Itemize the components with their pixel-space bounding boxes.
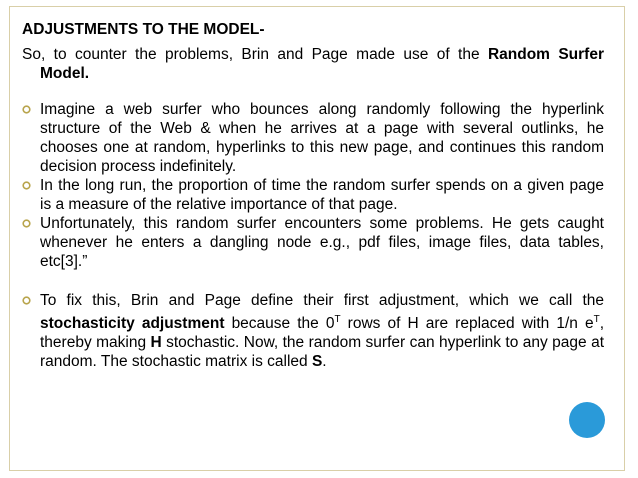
ring-bullet-icon: [22, 181, 30, 189]
intro-bold: Random Surfer Model.: [40, 46, 604, 82]
blue-circle-decoration: [569, 402, 605, 438]
superscript: T: [334, 314, 341, 325]
bullet-bold-term: S: [311, 353, 323, 371]
ring-bullet-icon: [22, 105, 30, 113]
bullet-text-part: stochastic. Now, the random surfer can hyperlink to any page at random. The stochastic matrix is called: [40, 334, 605, 371]
bullet-list: [22, 100, 604, 371]
bullet-bold-term: H: [150, 334, 162, 352]
bullet-text-part: To fix this, Brin and Page define their first adjustment, which we call the: [40, 292, 604, 309]
slide-content: [22, 20, 604, 371]
bullet-text-part: because the 0: [224, 315, 335, 333]
bullet-bold-term: stochasticity adjustment: [40, 315, 225, 333]
intro-text: So, to counter the problems, Brin and Page made use of the: [22, 46, 488, 63]
bullet-item: [22, 291, 604, 371]
bullet-item: [22, 214, 604, 271]
superscript: T: [593, 314, 600, 325]
bullet-item: [22, 176, 604, 214]
ring-bullet-icon: [22, 219, 30, 227]
bullet-text: Unfortunately, this random surfer encounters some problems. He gets caught whenever he enters a dangling node e.g., pdf files, image files, data tables, etc[3].”: [40, 215, 604, 270]
bullet-item: [22, 100, 604, 176]
slide-heading: ADJUSTMENTS TO THE MODEL-: [22, 21, 265, 38]
bullet-text-part: .: [322, 353, 327, 371]
ring-bullet-icon: [22, 296, 30, 304]
bullet-text-part: , thereby making: [40, 315, 604, 352]
bullet-text-part: rows of H are replaced with 1/n e: [340, 315, 594, 333]
bullet-text: Imagine a web surfer who bounces along randomly following the hyperlink structure of the Web & when he arrives at a page with several outlinks, he chooses one at random, hyperlinks to this new page, and continues this random decision process indefinitely.: [40, 101, 604, 175]
intro-paragraph: [22, 45, 604, 83]
bullet-text: In the long run, the proportion of time the random surfer spends on a given page is a measure of the relative importance of that page.: [40, 177, 604, 213]
